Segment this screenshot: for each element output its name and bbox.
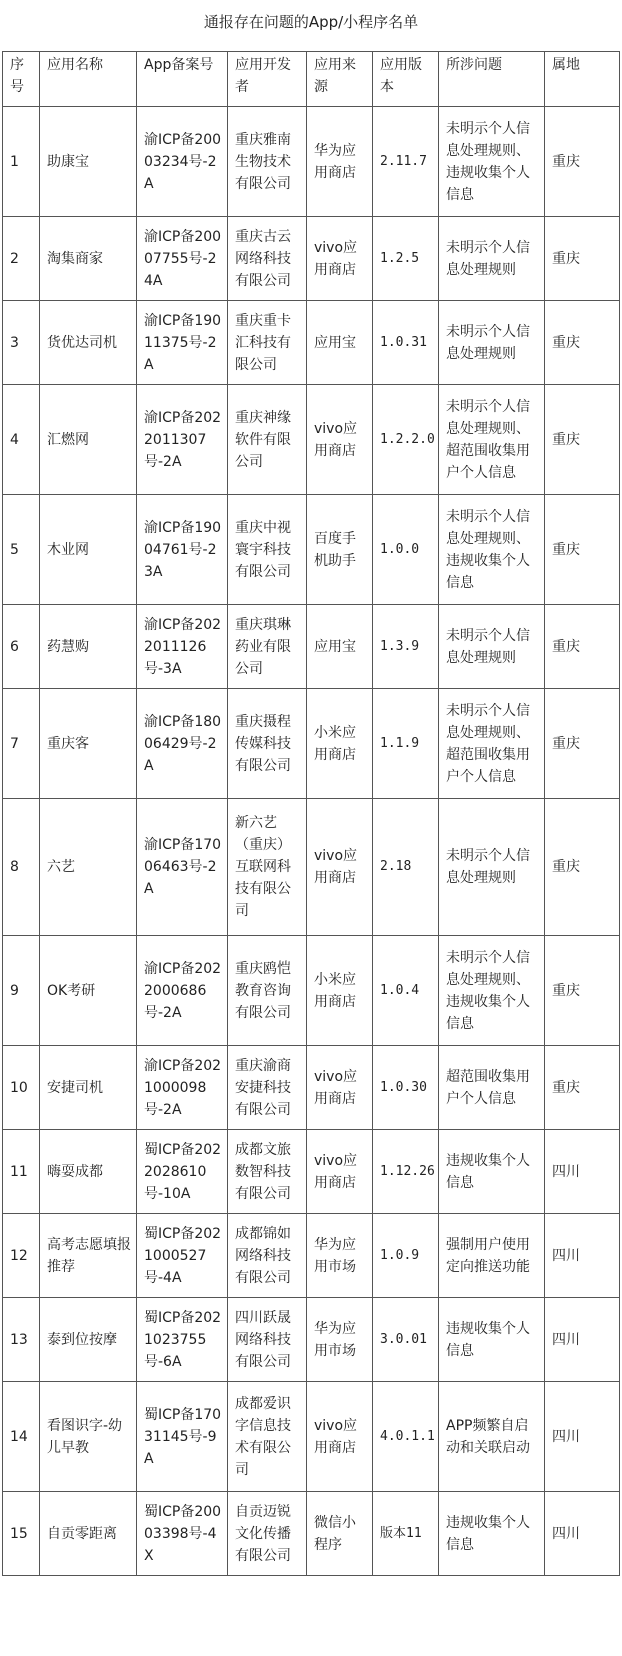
cell-version: 4.0.1.1 [373, 1382, 439, 1492]
table-row [3, 1214, 620, 1298]
cell-record-number: 渝ICP备2022000686号-2A [137, 936, 228, 1046]
cell-issue: 超范围收集用户个人信息 [439, 1046, 545, 1130]
cell-source: 百度手机助手 [307, 495, 373, 605]
cell-app-name: 淘集商家 [40, 217, 137, 301]
cell-app-name: 重庆客 [40, 689, 137, 799]
cell-source: vivo应用商店 [307, 799, 373, 936]
cell-issue: 未明示个人信息处理规则、违规收集个人信息 [439, 936, 545, 1046]
table-row [3, 301, 620, 385]
cell-app-name: 药慧购 [40, 605, 137, 689]
cell-region: 四川 [545, 1298, 620, 1382]
cell-developer: 成都爱识字信息技术有限公司 [228, 1382, 307, 1492]
cell-region: 重庆 [545, 107, 620, 217]
header-issue: 所涉问题 [439, 52, 545, 107]
header-region: 属地 [545, 52, 620, 107]
cell-region: 重庆 [545, 385, 620, 495]
cell-version: 1.12.26 [373, 1130, 439, 1214]
table-row [3, 107, 620, 217]
cell-region: 重庆 [545, 936, 620, 1046]
cell-record-number: 渝ICP备18006429号-2A [137, 689, 228, 799]
cell-version: 3.0.01 [373, 1298, 439, 1382]
cell-issue: 违规收集个人信息 [439, 1298, 545, 1382]
cell-record-number: 渝ICP备19011375号-2A [137, 301, 228, 385]
cell-version: 1.2.2.0 [373, 385, 439, 495]
table-row [3, 1382, 620, 1492]
cell-source: vivo应用商店 [307, 385, 373, 495]
cell-source: 应用宝 [307, 301, 373, 385]
cell-source: 小米应用商店 [307, 689, 373, 799]
table-row [3, 799, 620, 936]
table-row [3, 1046, 620, 1130]
cell-app-name: 泰到位按摩 [40, 1298, 137, 1382]
cell-record-number: 渝ICP备2021000098号-2A [137, 1046, 228, 1130]
cell-region: 四川 [545, 1492, 620, 1576]
cell-record-number: 蜀ICP备2021000527号-4A [137, 1214, 228, 1298]
cell-app-name: 自贡零距离 [40, 1492, 137, 1576]
table-header-row [3, 52, 620, 107]
cell-region: 重庆 [545, 689, 620, 799]
cell-app-name: 安捷司机 [40, 1046, 137, 1130]
cell-no: 4 [3, 385, 40, 495]
cell-version: 1.0.0 [373, 495, 439, 605]
cell-record-number: 渝ICP备17006463号-2A [137, 799, 228, 936]
cell-source: vivo应用商店 [307, 1046, 373, 1130]
table-row [3, 689, 620, 799]
cell-version: 1.1.9 [373, 689, 439, 799]
cell-issue: 未明示个人信息处理规则、超范围收集用户个人信息 [439, 689, 545, 799]
cell-region: 四川 [545, 1382, 620, 1492]
header-source: 应用来源 [307, 52, 373, 107]
cell-developer: 新六艺（重庆）互联网科技有限公司 [228, 799, 307, 936]
table-row [3, 605, 620, 689]
cell-developer: 重庆鸥恺教育咨询有限公司 [228, 936, 307, 1046]
cell-source: 应用宝 [307, 605, 373, 689]
cell-region: 四川 [545, 1214, 620, 1298]
cell-app-name: OK考研 [40, 936, 137, 1046]
header-name: 应用名称 [40, 52, 137, 107]
cell-developer: 成都锦如网络科技有限公司 [228, 1214, 307, 1298]
cell-record-number: 渝ICP备2022011307号-2A [137, 385, 228, 495]
cell-developer: 重庆渝商安捷科技有限公司 [228, 1046, 307, 1130]
cell-app-name: 助康宝 [40, 107, 137, 217]
header-version: 应用版本 [373, 52, 439, 107]
cell-no: 10 [3, 1046, 40, 1130]
cell-app-name: 六艺 [40, 799, 137, 936]
cell-record-number: 蜀ICP备2022028610号-10A [137, 1130, 228, 1214]
cell-record-number: 蜀ICP备17031145号-9A [137, 1382, 228, 1492]
cell-app-name: 木业网 [40, 495, 137, 605]
cell-region: 重庆 [545, 217, 620, 301]
cell-no: 9 [3, 936, 40, 1046]
cell-version: 版本11 [373, 1492, 439, 1576]
cell-source: 华为应用市场 [307, 1298, 373, 1382]
cell-app-name: 货优达司机 [40, 301, 137, 385]
cell-developer: 重庆中视寰宇科技有限公司 [228, 495, 307, 605]
cell-source: vivo应用商店 [307, 1130, 373, 1214]
cell-no: 13 [3, 1298, 40, 1382]
cell-source: 微信小程序 [307, 1492, 373, 1576]
cell-source: vivo应用商店 [307, 217, 373, 301]
cell-no: 6 [3, 605, 40, 689]
cell-no: 8 [3, 799, 40, 936]
cell-developer: 重庆琪琳药业有限公司 [228, 605, 307, 689]
cell-developer: 重庆神缘软件有限公司 [228, 385, 307, 495]
cell-region: 重庆 [545, 605, 620, 689]
cell-developer: 重庆重卡汇科技有限公司 [228, 301, 307, 385]
cell-issue: 未明示个人信息处理规则 [439, 217, 545, 301]
cell-developer: 重庆雅南生物技术有限公司 [228, 107, 307, 217]
table-row [3, 936, 620, 1046]
cell-no: 11 [3, 1130, 40, 1214]
cell-region: 重庆 [545, 799, 620, 936]
header-no: 序号 [3, 52, 40, 107]
cell-issue: 违规收集个人信息 [439, 1492, 545, 1576]
cell-version: 1.0.31 [373, 301, 439, 385]
cell-version: 1.0.9 [373, 1214, 439, 1298]
cell-no: 12 [3, 1214, 40, 1298]
cell-no: 15 [3, 1492, 40, 1576]
table-row [3, 1130, 620, 1214]
cell-region: 重庆 [545, 1046, 620, 1130]
cell-record-number: 渝ICP备20007755号-24A [137, 217, 228, 301]
cell-app-name: 看图识字-幼儿早教 [40, 1382, 137, 1492]
cell-version: 1.0.4 [373, 936, 439, 1046]
cell-version: 2.11.7 [373, 107, 439, 217]
table-row [3, 1298, 620, 1382]
cell-source: vivo应用商店 [307, 1382, 373, 1492]
cell-record-number: 蜀ICP备20003398号-4X [137, 1492, 228, 1576]
cell-issue: 强制用户使用定向推送功能 [439, 1214, 545, 1298]
cell-issue: 未明示个人信息处理规则、违规收集个人信息 [439, 107, 545, 217]
cell-no: 3 [3, 301, 40, 385]
cell-app-name: 嗨耍成都 [40, 1130, 137, 1214]
cell-issue: 未明示个人信息处理规则、超范围收集用户个人信息 [439, 385, 545, 495]
cell-source: 小米应用商店 [307, 936, 373, 1046]
cell-version: 2.18 [373, 799, 439, 936]
cell-issue: 未明示个人信息处理规则 [439, 301, 545, 385]
cell-no: 5 [3, 495, 40, 605]
cell-developer: 重庆摄程传媒科技有限公司 [228, 689, 307, 799]
cell-issue: 违规收集个人信息 [439, 1130, 545, 1214]
cell-region: 四川 [545, 1130, 620, 1214]
cell-issue: 未明示个人信息处理规则、违规收集个人信息 [439, 495, 545, 605]
cell-version: 1.0.30 [373, 1046, 439, 1130]
cell-no: 14 [3, 1382, 40, 1492]
cell-region: 重庆 [545, 495, 620, 605]
cell-version: 1.2.5 [373, 217, 439, 301]
table-row [3, 495, 620, 605]
cell-developer: 四川跃晟网络科技有限公司 [228, 1298, 307, 1382]
app-list-table [2, 51, 620, 1576]
cell-no: 2 [3, 217, 40, 301]
cell-record-number: 渝ICP备20003234号-2A [137, 107, 228, 217]
header-developer: 应用开发者 [228, 52, 307, 107]
table-row [3, 1492, 620, 1576]
cell-version: 1.3.9 [373, 605, 439, 689]
table-row [3, 385, 620, 495]
cell-issue: 未明示个人信息处理规则 [439, 799, 545, 936]
cell-no: 7 [3, 689, 40, 799]
cell-record-number: 渝ICP备19004761号-23A [137, 495, 228, 605]
cell-source: 华为应用市场 [307, 1214, 373, 1298]
cell-issue: APP频繁自启动和关联启动 [439, 1382, 545, 1492]
table-row [3, 217, 620, 301]
cell-record-number: 渝ICP备2022011126号-3A [137, 605, 228, 689]
cell-record-number: 蜀ICP备2021023755号-6A [137, 1298, 228, 1382]
cell-source: 华为应用商店 [307, 107, 373, 217]
cell-developer: 重庆古云网络科技有限公司 [228, 217, 307, 301]
cell-region: 重庆 [545, 301, 620, 385]
cell-app-name: 高考志愿填报推荐 [40, 1214, 137, 1298]
cell-issue: 未明示个人信息处理规则 [439, 605, 545, 689]
cell-developer: 成都文旅数智科技有限公司 [228, 1130, 307, 1214]
cell-developer: 自贡迈锐文化传播有限公司 [228, 1492, 307, 1576]
page-title: 通报存在问题的App/小程序名单 [203, 13, 419, 31]
header-record: App备案号 [137, 52, 228, 107]
cell-no: 1 [3, 107, 40, 217]
cell-app-name: 汇燃网 [40, 385, 137, 495]
